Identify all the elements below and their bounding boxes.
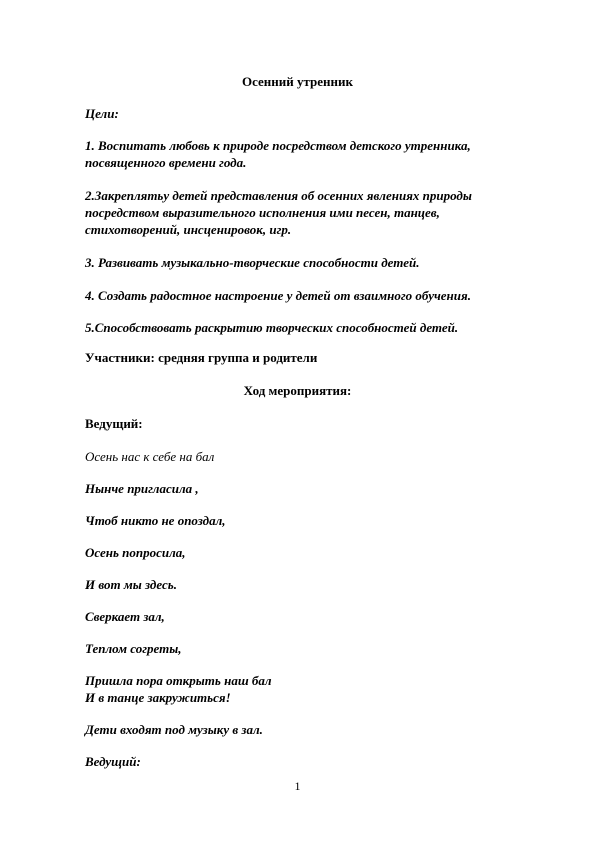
- goals-heading: Цели:: [85, 106, 119, 121]
- verse-line-3: Чтоб никто не опоздал,: [85, 513, 226, 528]
- goal-2-line-1: 2.Закреплятьу детей представления об осенних явлениях природы: [85, 188, 472, 203]
- verse-pair-line-2: И в танце закружиться!: [85, 690, 231, 705]
- verse-line-2: Нынче пригласила ,: [85, 481, 199, 496]
- goal-2-line-2: посредством выразительного исполнения ими песен, танцев,: [85, 205, 440, 220]
- goal-5: 5.Способствовать раскрытию творческих способностей детей.: [85, 320, 459, 335]
- verse-line-7: Теплом согреты,: [85, 641, 182, 656]
- goal-1-line-2: посвященного времени года.: [85, 155, 247, 170]
- goal-3: 3. Развивать музыкально-творческие способности детей.: [85, 255, 420, 270]
- page-number: 1: [294, 779, 301, 793]
- page-title: Осенний утренник: [241, 74, 354, 89]
- verse-line-6: Сверкает зал,: [85, 609, 165, 624]
- event-heading: Ход мероприятия:: [243, 383, 352, 398]
- verse-line-4: Осень попросила,: [85, 545, 186, 560]
- verse-line-1: Осень нас к себе на бал: [85, 449, 215, 464]
- host-label: Ведущий:: [85, 416, 143, 431]
- goal-1-line-1: 1. Воспитать любовь к природе посредством детского утренника,: [85, 138, 471, 153]
- verse-line-5: И вот мы здесь.: [85, 577, 177, 592]
- goal-2-line-3: стихотворений, инсценировок, игр.: [85, 222, 292, 237]
- host-label-2: Ведущий:: [85, 754, 141, 769]
- goal-4: 4. Создать радостное настроение у детей от взаимного обучения.: [85, 288, 471, 303]
- verse-pair-line-1: Пришла пора открыть наш бал: [85, 673, 272, 688]
- stage-direction: Дети входят под музыку в зал.: [85, 722, 263, 737]
- participants-line: Участники: средняя группа и родители: [85, 350, 318, 365]
